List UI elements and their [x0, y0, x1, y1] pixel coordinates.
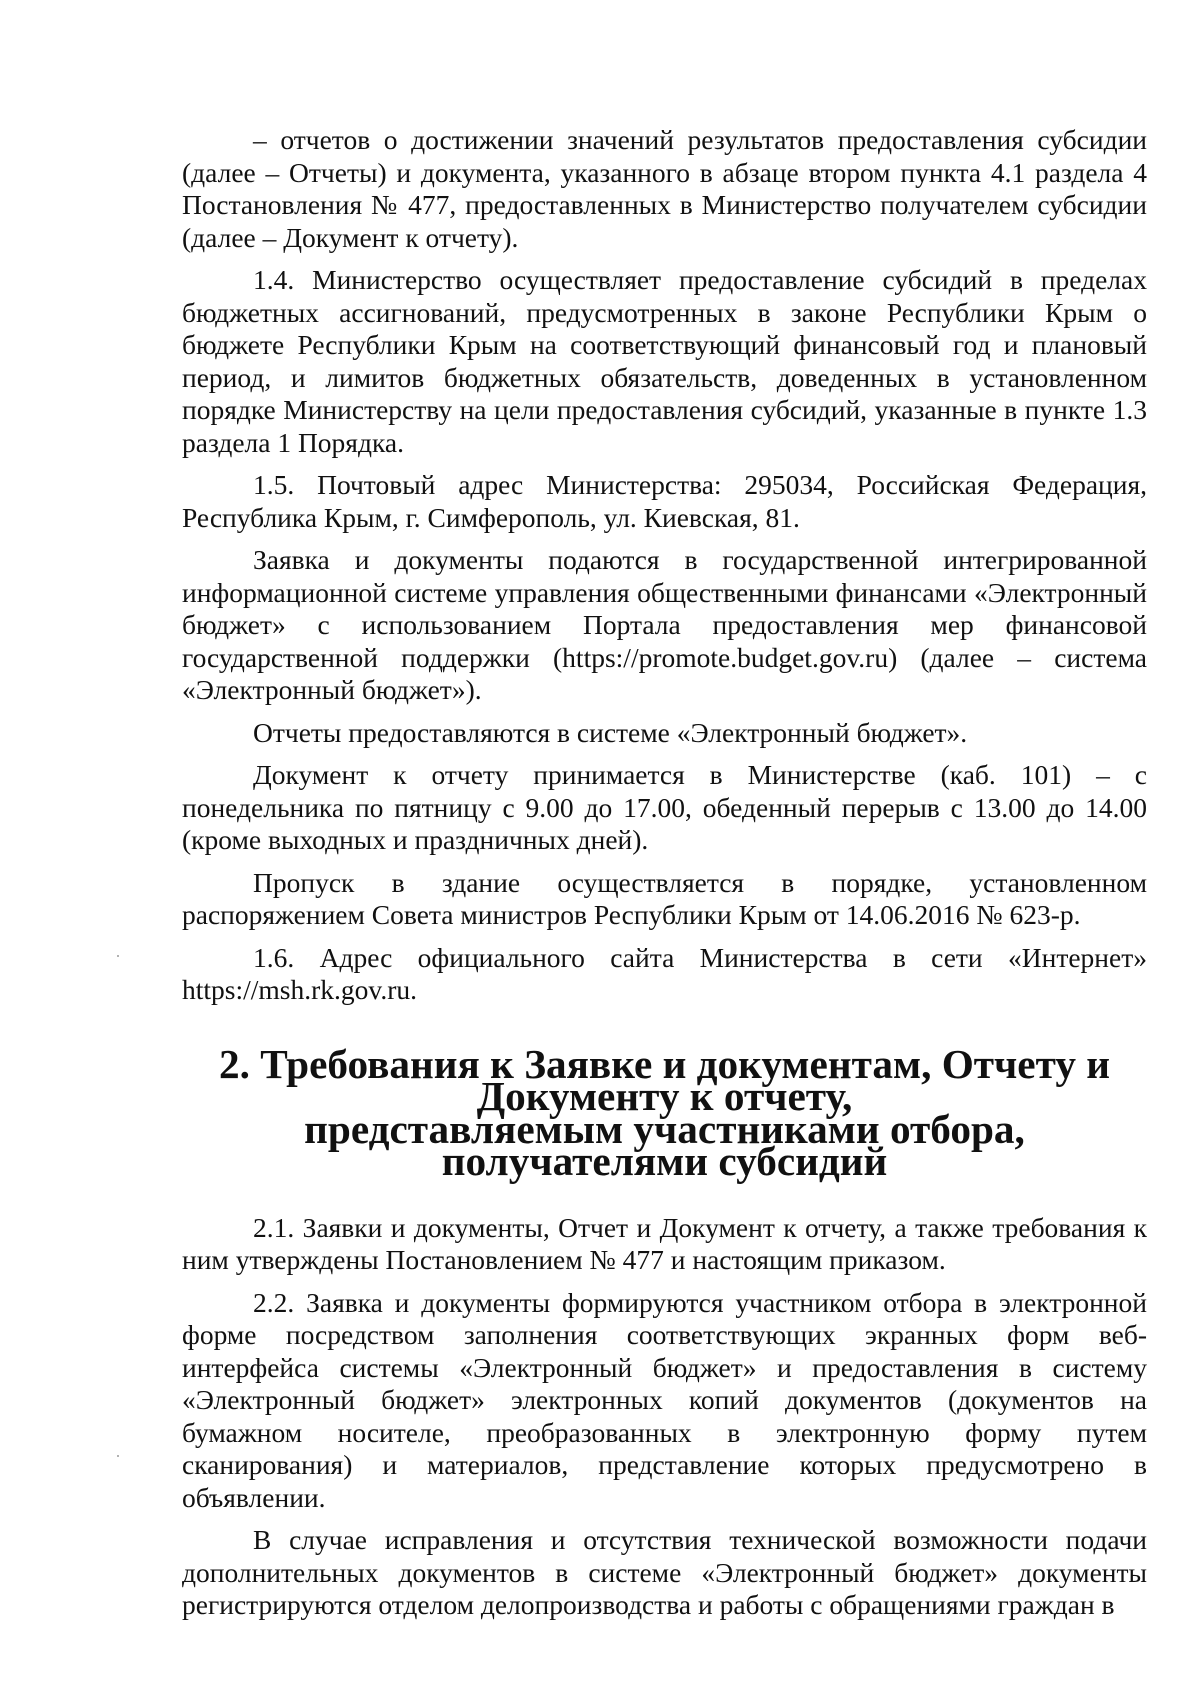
paragraph-1-4: 1.4. Министерство осуществляет предоставление субсидий в пределах бюджетных ассигнований, предусмотренных в законе Республики Крым о бюджете Республики Крым на соответствующий финансовый год и плановый период, и лимитов бюджетных обязательств, доведенных в установленном порядке Министерству на цели предоставления субсидий, указанные в пункте 1.3 раздела 1 Порядка.	[182, 264, 1147, 458]
scan-speck	[117, 955, 119, 957]
paragraph-2-2: 2.2. Заявка и документы формируются участником отбора в электронной форме посредством заполнения соответствующих экранных форм веб-интерфейса системы «Электронный бюджет» и предоставления в систему «Электронный бюджет» электронных копий документов (документов на бумажном носителе, преобразованных в электронную форму путем сканирования) и материалов, представление которых предусмотрено в объявлении.	[182, 1286, 1147, 1513]
section-2-heading	[182, 1040, 1147, 1184]
section-2-heading-line2: представляемым участниками отбора, получателями субсидий	[304, 1105, 1025, 1184]
paragraph-2-1: 2.1. Заявки и документы, Отчет и Документ к отчету, а также требования к ним утверждены Постановлением № 477 и настоящим приказом.	[182, 1211, 1147, 1275]
paragraph-reports-submission: Отчеты предоставляются в системе «Электронный бюджет».	[253, 716, 968, 748]
paragraph-building-access: Пропуск в здание осуществляется в порядке, установленном распоряжением Совета министров Республики Крым от 14.06.2016 № 623-р.	[182, 866, 1147, 930]
paragraph-reports-definition: – отчетов о достижении значений результатов предоставления субсидии (далее – Отчеты) и документа, указанного в абзаце втором пункта 4.1 раздела 4 Постановления № 477, предоставленных в Министерство получателем субсидии (далее – Документ к отчету).	[182, 124, 1147, 253]
document-body	[182, 124, 1147, 1632]
section-2-heading-line1: 2. Требования к Заявке и документам, Отчету и Документу к отчету,	[218, 1040, 1111, 1119]
paragraph-document-acceptance: Документ к отчету принимается в Министерстве (каб. 101) – с понедельника по пятницу с 9.00 до 17.00, обеденный перерыв с 13.00 до 14.00 (кроме выходных и праздничных дней).	[182, 759, 1147, 855]
paragraph-1-6: 1.6. Адрес официального сайта Министерства в сети «Интернет» https://msh.rk.gov.ru.	[182, 941, 1147, 1005]
paragraph-1-5: 1.5. Почтовый адрес Министерства: 295034, Российская Федерация, Республика Крым, г. Симферополь, ул. Киевская, 81.	[182, 469, 1147, 533]
paragraph-correction-case: В случае исправления и отсутствия технической возможности подачи дополнительных документов в системе «Электронный бюджет» документы регистрируются отделом делопроизводства и работы с обращениями граждан в	[182, 1524, 1147, 1620]
paragraph-application-submission: Заявка и документы подаются в государственной интегрированной информационной системе управления общественными финансами «Электронный бюджет» с использованием Портала предоставления мер финансовой государственной поддержки (https://promote.budget.gov.ru) (далее – система «Электронный бюджет»).	[182, 544, 1147, 705]
scan-speck	[117, 1455, 119, 1457]
